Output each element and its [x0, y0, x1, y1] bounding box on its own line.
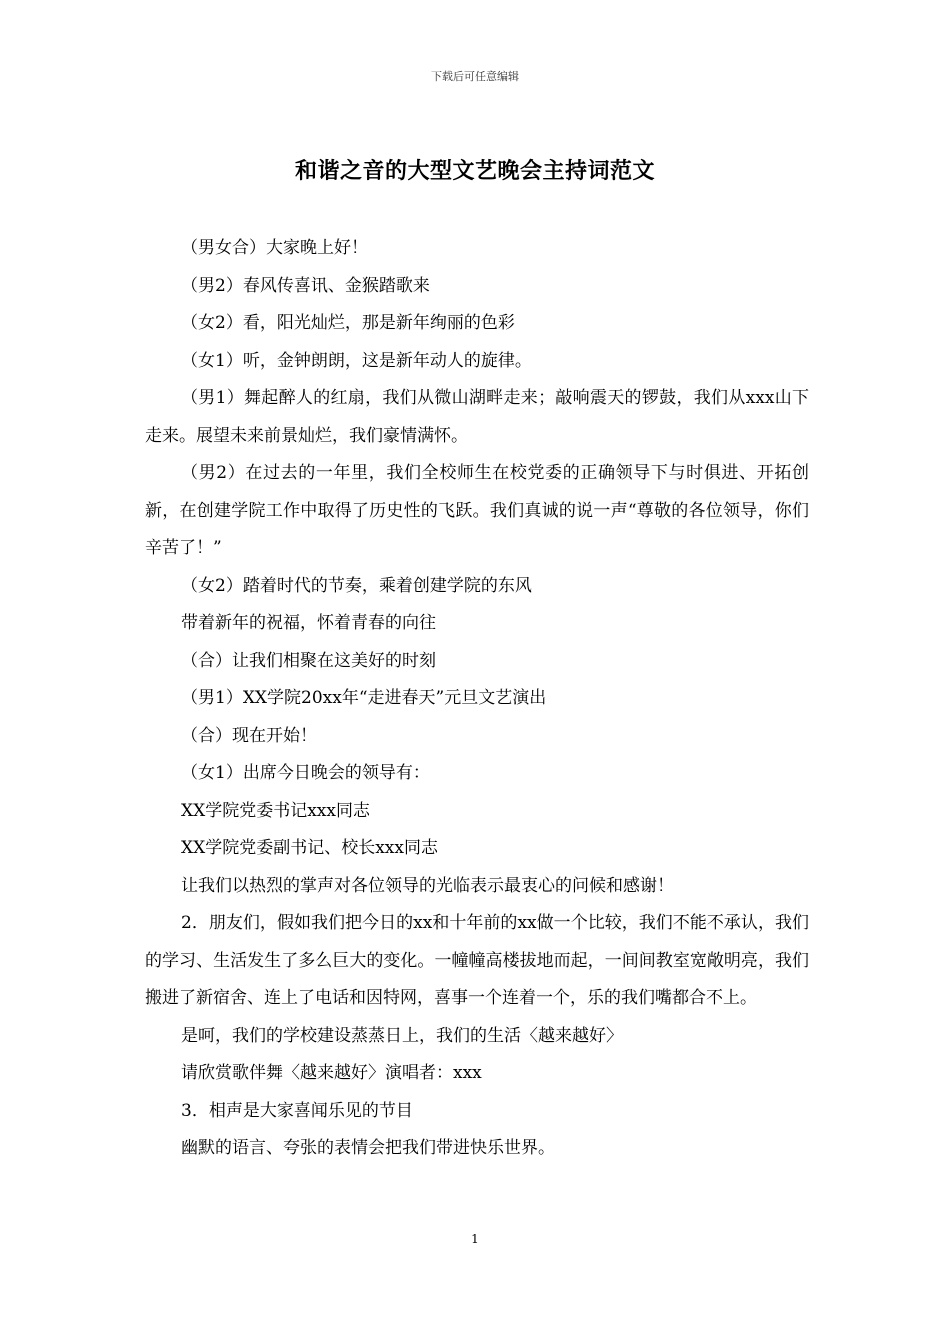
- paragraph: 让我们以热烈的掌声对各位领导的光临表示最衷心的问候和感谢！: [181, 875, 674, 896]
- paragraph: （合）现在开始！: [181, 725, 317, 746]
- paragraph: 带着新年的祝福，怀着青春的向往: [181, 613, 436, 633]
- paragraph: （女1）出席今日晚会的领导有：: [181, 763, 430, 783]
- document-body: [145, 230, 809, 1168]
- paragraph: （合）让我们相聚在这美好的时刻: [181, 650, 436, 671]
- paragraph: 2．朋友们，假如我们把今日的xx和十年前的xx做一个比较，我们不能不承认，我们的学习、生活发生了多么巨大的变化。一幢幢高楼拔地而起，一间间教室宽敞明亮，我们搬进了新宿舍、连上了电话和因特网，喜事一个连着一个，乐的我们嘴都合不上。: [145, 913, 809, 1008]
- paragraph: （男女合）大家晚上好！: [181, 238, 368, 258]
- header-note: 下载后可任意编辑: [431, 70, 519, 83]
- paragraph: 是呵，我们的学校建设蒸蒸日上，我们的生活〈越来越好〉: [181, 1025, 623, 1046]
- paragraph: （男1）舞起醉人的红扇，我们从微山湖畔走来；敲响震天的锣鼓，我们从xxx山下走来。展望未来前景灿烂，我们豪情满怀。: [145, 388, 809, 446]
- paragraph: （女1）听，金钟朗朗，这是新年动人的旋律。: [181, 350, 532, 371]
- paragraph: XX学院党委副书记、校长xxx同志: [181, 838, 438, 858]
- paragraph: （男2）在过去的一年里，我们全校师生在校党委的正确领导下与时俱进、开拓创新，在创建学院工作中取得了历史性的飞跃。我们真诚的说一声“尊敬的各位领导，你们辛苦了！”: [145, 463, 809, 558]
- paragraph: （女2）踏着时代的节奏，乘着创建学院的东风: [181, 575, 532, 596]
- paragraph: 幽默的语言、夸张的表情会把我们带进快乐世界。: [181, 1138, 555, 1158]
- paragraph: （女2）看，阳光灿烂，那是新年绚丽的色彩: [181, 313, 515, 333]
- paragraph: （男2）春风传喜讯、金猴踏歌来: [181, 275, 430, 296]
- document-title: 和谐之音的大型文艺晚会主持词范文: [294, 158, 655, 184]
- paragraph: 3．相声是大家喜闻乐见的节目: [181, 1100, 413, 1121]
- paragraph: （男1）XX学院20xx年“走进春天”元旦文艺演出: [181, 688, 547, 708]
- paragraph: XX学院党委书记xxx同志: [181, 800, 370, 821]
- paragraph: 请欣赏歌伴舞〈越来越好〉演唱者：xxx: [181, 1063, 482, 1083]
- page-number: 1: [471, 1232, 479, 1246]
